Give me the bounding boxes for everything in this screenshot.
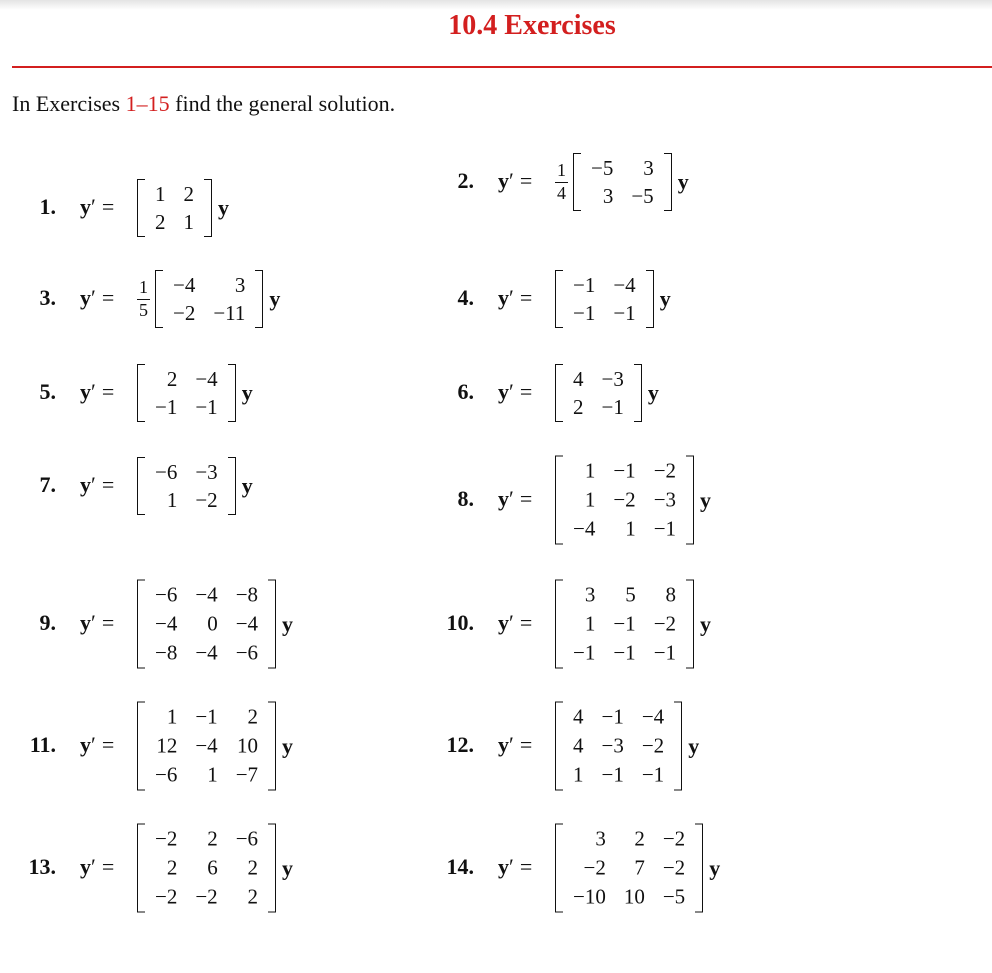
exercise-number: 7.: [39, 472, 56, 497]
equation-lhs: [80, 610, 114, 636]
matrix-entry: 6: [207, 855, 218, 880]
matrix-entry: −2: [641, 733, 665, 758]
right-bracket: [268, 702, 276, 791]
exercise-number: 8.: [457, 486, 474, 511]
intro-text: [12, 91, 395, 117]
prime-symbol: ′: [509, 610, 514, 635]
equation-lhs: [498, 379, 532, 405]
exercise-number: 12.: [446, 732, 474, 757]
matrix-entry: 5: [625, 582, 636, 607]
equation-rhs: [137, 179, 229, 237]
matrix-entry: −4: [195, 733, 218, 758]
matrix-entry: −1: [613, 301, 636, 325]
matrix-entry: −1: [573, 273, 596, 297]
matrix-entry: 1: [584, 611, 596, 636]
equation-rhs: [137, 702, 293, 791]
matrix-entry: 1: [584, 487, 596, 512]
matrix-entry: −3: [653, 487, 677, 512]
matrix-entry: 2: [183, 182, 194, 206]
equation-rhs: [555, 364, 659, 422]
left-bracket: [573, 153, 581, 211]
matrix-entry: −2: [653, 458, 677, 483]
matrix-entry: 8: [665, 582, 677, 607]
matrix-entry: −4: [195, 640, 218, 665]
coefficient-matrix: [563, 456, 686, 545]
matrix-entry: 3: [234, 273, 246, 297]
prime-symbol: ′: [509, 486, 514, 511]
y-vector-symbol: y: [498, 285, 509, 310]
equation-rhs: [137, 364, 253, 422]
coefficient-matrix: [145, 457, 228, 515]
exercise-number: 13.: [28, 854, 56, 879]
y-vector-symbol: y: [498, 486, 509, 511]
matrix-entry: −5: [631, 184, 654, 208]
right-bracket: [634, 364, 642, 422]
y-vector-symbol: y: [80, 732, 91, 757]
matrix-entry: −1: [573, 640, 596, 665]
matrix-entry: −1: [195, 704, 218, 729]
left-bracket: [555, 824, 563, 913]
exercise-number: 11.: [29, 732, 56, 757]
equation-lhs: [80, 194, 114, 220]
matrix-entry: 3: [595, 826, 606, 851]
prime-symbol: ′: [509, 854, 514, 879]
left-bracket: [137, 824, 145, 913]
intro-suffix: find the general solution.: [169, 91, 396, 116]
equation-rhs: [137, 824, 293, 913]
left-bracket: [555, 270, 563, 328]
right-bracket: [204, 179, 212, 237]
matrix-entry: −11: [213, 301, 246, 325]
matrix-entry: 10: [237, 733, 259, 758]
equation-lhs: [80, 854, 114, 880]
y-vector-symbol: y: [700, 487, 712, 512]
matrix-entry: −3: [195, 460, 218, 484]
y-vector-symbol: y: [80, 854, 91, 879]
matrix-entry: −4: [641, 704, 665, 729]
y-vector-symbol: y: [282, 611, 294, 636]
matrix-entry: −1: [613, 458, 636, 483]
matrix-entry: −10: [573, 884, 606, 909]
y-vector-symbol: y: [647, 380, 659, 405]
left-bracket: [555, 702, 563, 791]
equals-sign: =: [101, 194, 115, 219]
right-bracket: [674, 702, 682, 791]
matrix-entry: −2: [195, 488, 218, 512]
prime-symbol: ′: [91, 194, 96, 219]
right-bracket: [664, 153, 672, 211]
matrix-entry: −1: [653, 516, 677, 541]
prime-symbol: ′: [91, 732, 96, 757]
right-bracket: [695, 824, 703, 913]
equation-lhs: [498, 610, 532, 636]
matrix-entry: −5: [662, 884, 686, 909]
matrix-entry: −7: [235, 762, 259, 787]
matrix-entry: −4: [613, 273, 636, 297]
equals-sign: =: [519, 379, 533, 404]
matrix-entry: −2: [662, 826, 686, 851]
coefficient-matrix: [145, 824, 268, 913]
intro-prefix: In Exercises: [12, 91, 126, 116]
fraction-numerator: 1: [555, 161, 568, 183]
matrix-entry: −4: [173, 273, 196, 297]
matrix-entry: −1: [601, 762, 624, 787]
matrix-entry: 0: [207, 611, 218, 636]
y-vector-symbol: y: [498, 610, 509, 635]
equation-rhs: [137, 270, 280, 328]
matrix-entry: −4: [155, 611, 178, 636]
matrix-entry: 1: [584, 458, 596, 483]
equation-lhs: [80, 379, 114, 405]
matrix-entry: 10: [623, 884, 645, 909]
equation-rhs: [555, 702, 699, 791]
matrix-entry: 1: [573, 762, 584, 787]
equation-rhs: [555, 824, 720, 913]
y-vector-symbol: y: [498, 379, 509, 404]
matrix-entry: −2: [173, 301, 196, 325]
matrix-entry: −5: [591, 156, 614, 180]
equation-lhs: [498, 854, 532, 880]
y-vector-symbol: y: [80, 379, 91, 404]
matrix-entry: −1: [195, 395, 218, 419]
exercise-number: 6.: [457, 379, 474, 404]
equation-lhs: [498, 486, 532, 512]
equals-sign: =: [101, 472, 115, 497]
y-vector-symbol: y: [218, 195, 229, 220]
left-bracket: [555, 456, 563, 545]
matrix-entry: −1: [641, 762, 665, 787]
fraction-denominator: 4: [557, 182, 566, 203]
y-vector-symbol: y: [677, 169, 689, 194]
matrix-entry: −4: [195, 367, 218, 391]
right-bracket: [228, 457, 236, 515]
matrix-entry: 7: [634, 855, 645, 880]
coefficient-matrix: [163, 270, 255, 328]
right-bracket: [268, 580, 276, 669]
right-bracket: [228, 364, 236, 422]
exercise-range-link[interactable]: 1–15: [125, 91, 170, 116]
equals-sign: =: [519, 486, 533, 511]
matrix-entry: 4: [573, 704, 584, 729]
right-bracket: [686, 456, 694, 545]
right-bracket: [646, 270, 654, 328]
exercise-number: 3.: [39, 285, 56, 310]
y-vector-symbol: y: [80, 194, 91, 219]
matrix-entry: −1: [613, 640, 636, 665]
matrix-entry: 4: [573, 367, 584, 391]
equation-rhs: [137, 580, 293, 669]
right-bracket: [686, 580, 694, 669]
coefficient-matrix: [145, 364, 228, 422]
matrix-entry: 2: [247, 884, 259, 909]
coefficient-matrix: [563, 364, 634, 422]
matrix-entry: 2: [155, 210, 166, 234]
equation-lhs: [80, 472, 114, 498]
fraction-denominator: 5: [139, 299, 148, 320]
matrix-entry: −2: [155, 826, 178, 851]
y-vector-symbol: y: [241, 473, 253, 498]
coefficient-matrix: [581, 153, 664, 211]
matrix-entry: −4: [573, 516, 596, 541]
left-bracket: [555, 364, 563, 422]
y-vector-symbol: y: [709, 855, 721, 880]
title-divider: [12, 66, 992, 68]
equals-sign: =: [519, 854, 533, 879]
y-vector-symbol: y: [282, 855, 294, 880]
matrix-entry: −2: [195, 884, 218, 909]
matrix-entry: −1: [155, 395, 178, 419]
matrix-entry: −3: [601, 733, 624, 758]
matrix-entry: 4: [573, 733, 584, 758]
coefficient-matrix: [145, 580, 268, 669]
left-bracket: [137, 457, 145, 515]
matrix-entry: −2: [613, 487, 636, 512]
matrix-entry: 1: [207, 762, 218, 787]
prime-symbol: ′: [91, 285, 96, 310]
matrix-entry: −2: [653, 611, 677, 636]
matrix-entry: 2: [247, 704, 259, 729]
equals-sign: =: [519, 610, 533, 635]
coefficient-matrix: [563, 580, 686, 669]
matrix-entry: −2: [662, 855, 686, 880]
equation-rhs: [137, 457, 253, 515]
y-vector-symbol: y: [80, 472, 91, 497]
matrix-entry: −2: [583, 855, 606, 880]
equals-sign: =: [101, 732, 115, 757]
matrix-entry: −6: [235, 826, 259, 851]
matrix-entry: −6: [235, 640, 259, 665]
coefficient-matrix: [563, 824, 695, 913]
exercise-number: 10.: [446, 610, 474, 635]
exercise-number: 2.: [457, 168, 474, 193]
y-vector-symbol: y: [80, 610, 91, 635]
equation-lhs: [498, 285, 532, 311]
matrix-entry: −4: [235, 611, 259, 636]
fraction-numerator: 1: [137, 278, 150, 300]
matrix-entry: 2: [207, 826, 218, 851]
equation-lhs: [80, 732, 114, 758]
left-bracket: [137, 364, 145, 422]
y-vector-symbol: y: [659, 286, 671, 311]
page-title: 10.4 Exercises: [448, 10, 616, 41]
y-vector-symbol: y: [80, 285, 91, 310]
equals-sign: =: [519, 168, 533, 193]
equation-rhs: [555, 153, 689, 211]
equals-sign: =: [101, 610, 115, 635]
matrix-entry: −1: [573, 301, 596, 325]
matrix-entry: −1: [613, 611, 636, 636]
prime-symbol: ′: [509, 168, 514, 193]
matrix-entry: −1: [601, 704, 624, 729]
matrix-entry: −6: [155, 460, 178, 484]
left-bracket: [137, 179, 145, 237]
top-shade: [0, 0, 992, 10]
y-vector-symbol: y: [498, 854, 509, 879]
exercise-number: 5.: [39, 379, 56, 404]
matrix-entry: −4: [195, 582, 218, 607]
exercise-number: 1.: [39, 194, 56, 219]
matrix-entry: −6: [155, 762, 178, 787]
prime-symbol: ′: [91, 472, 96, 497]
matrix-entry: −8: [155, 640, 178, 665]
exercise-number: 4.: [457, 285, 474, 310]
equation-lhs: [498, 168, 532, 194]
scalar-fraction: [555, 161, 568, 204]
matrix-entry: 3: [602, 184, 614, 208]
y-vector-symbol: y: [688, 733, 700, 758]
matrix-entry: 2: [247, 855, 259, 880]
equation-lhs: [498, 732, 532, 758]
matrix-entry: 1: [155, 182, 166, 206]
y-vector-symbol: y: [269, 286, 281, 311]
equation-rhs: [555, 456, 711, 545]
coefficient-matrix: [145, 179, 204, 237]
equation-lhs: [80, 285, 114, 311]
equals-sign: =: [101, 854, 115, 879]
matrix-entry: 1: [183, 210, 194, 234]
equation-rhs: [555, 270, 671, 328]
right-bracket: [255, 270, 263, 328]
y-vector-symbol: y: [498, 732, 509, 757]
matrix-entry: 1: [166, 488, 178, 512]
left-bracket: [137, 580, 145, 669]
y-vector-symbol: y: [241, 380, 253, 405]
equals-sign: =: [519, 285, 533, 310]
equals-sign: =: [101, 379, 115, 404]
matrix-entry: 2: [166, 855, 178, 880]
matrix-entry: −3: [601, 367, 624, 391]
coefficient-matrix: [145, 702, 268, 791]
equals-sign: =: [101, 285, 115, 310]
left-bracket: [555, 580, 563, 669]
equation-rhs: [555, 580, 711, 669]
exercise-number: 14.: [446, 854, 474, 879]
matrix-entry: 2: [166, 367, 178, 391]
matrix-entry: −6: [155, 582, 178, 607]
matrix-entry: 2: [573, 395, 584, 419]
prime-symbol: ′: [91, 610, 96, 635]
left-bracket: [155, 270, 163, 328]
prime-symbol: ′: [91, 854, 96, 879]
matrix-entry: −8: [235, 582, 259, 607]
matrix-entry: 3: [643, 156, 654, 180]
equals-sign: =: [519, 732, 533, 757]
left-bracket: [137, 702, 145, 791]
y-vector-symbol: y: [700, 611, 712, 636]
matrix-entry: 12: [156, 733, 178, 758]
coefficient-matrix: [563, 702, 674, 791]
prime-symbol: ′: [91, 379, 96, 404]
matrix-entry: 1: [625, 516, 636, 541]
right-bracket: [268, 824, 276, 913]
matrix-entry: −1: [601, 395, 624, 419]
y-vector-symbol: y: [498, 168, 509, 193]
scalar-fraction: [137, 278, 150, 321]
exercise-number: 9.: [39, 610, 56, 635]
matrix-entry: 2: [634, 826, 645, 851]
matrix-entry: 3: [584, 582, 596, 607]
prime-symbol: ′: [509, 732, 514, 757]
prime-symbol: ′: [509, 285, 514, 310]
coefficient-matrix: [563, 270, 646, 328]
prime-symbol: ′: [509, 379, 514, 404]
matrix-entry: 1: [166, 704, 178, 729]
matrix-entry: −2: [155, 884, 178, 909]
matrix-entry: −1: [653, 640, 677, 665]
y-vector-symbol: y: [282, 733, 294, 758]
